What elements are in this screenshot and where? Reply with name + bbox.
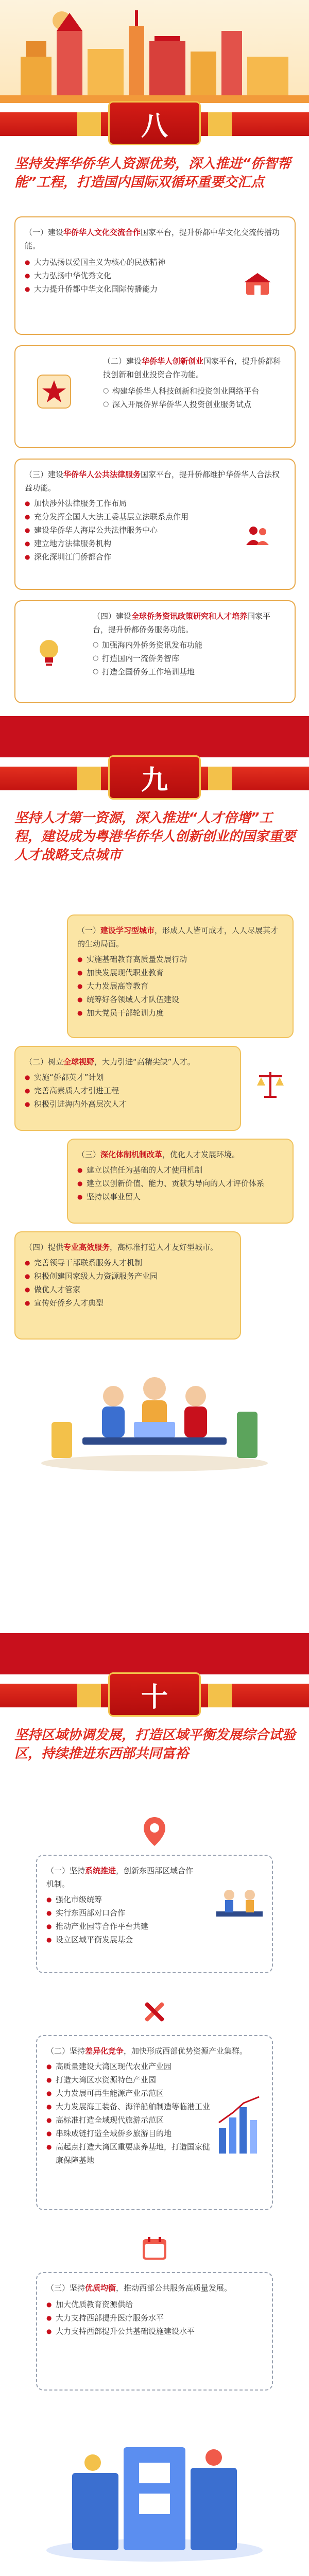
card-head-suffix: ，创新东西部区域合作机制。 [46, 1866, 194, 1889]
section-10-header [0, 1672, 309, 1717]
list-item: ● 高质量建设大湾区现代农业产业园 [46, 2060, 216, 2073]
card-keyword: 全球视野 [63, 1057, 95, 1066]
card-head-suffix: ，高标准打造人才友好型城市。 [110, 1243, 218, 1252]
list-item: ● 加快涉外法律服务工作布局 [25, 497, 236, 510]
section-10-number: 十 [141, 1681, 168, 1713]
people-icon [242, 520, 273, 551]
list-item: ● 大力支持西部提升医疗服务水平 [46, 2311, 263, 2325]
list-item: ● 大力弘扬以爱国主义为核心的民族精神 [25, 256, 285, 269]
list-item: ● 坚持以事业留人 [77, 1190, 283, 1204]
header-skyline-illustration [0, 0, 309, 103]
industry-chart-illustration [214, 2092, 270, 2159]
card-head-prefix: （一）建设 [25, 228, 64, 237]
section-8-header [0, 101, 309, 145]
section-9-card-1 [67, 914, 294, 1038]
tools-icon [139, 1996, 170, 2027]
list-item: ● 串珠成链打造全域侨乡旅游目的地 [46, 2127, 216, 2140]
card-head-prefix: （一） [77, 926, 101, 935]
card-keyword: 华侨华人公共法律服务 [63, 470, 141, 479]
list-item: ● 大力发展高等教育 [77, 979, 283, 993]
list-item: ○ 打造全国侨务工作培训基地 [93, 665, 285, 679]
list-item: ● 建设华侨华人海岸公共法律服务中心 [25, 523, 236, 537]
list-item: ● 深化深圳江门侨都合作 [25, 550, 236, 564]
card-head-suffix: ，优化人才发展环境。 [162, 1150, 240, 1159]
list-item: ● 强化市级统筹 [46, 1893, 263, 1906]
list-item: ● 大力提升侨都中华文化国际传播能力 [25, 282, 285, 296]
list-item: ● 积极创建国家级人力资源服务产业园 [25, 1269, 231, 1283]
card-head-suffix: 国家平台，提升侨都中华文化交流传播功能。 [25, 228, 280, 250]
card-keyword: 差异化竞争 [85, 2046, 124, 2056]
cooperation-illustration [211, 1875, 268, 1932]
card-keyword: 优质均衡 [85, 2283, 116, 2293]
public-service-illustration [41, 2411, 268, 2566]
card-head-suffix: 国家平台，提升侨都侨务服务功能。 [93, 612, 271, 634]
card-head-suffix: ，推动西部公共服务高质量发展。 [116, 2283, 232, 2293]
section-9-number: 九 [141, 764, 168, 796]
card-head-prefix: （四）建设 [93, 612, 132, 621]
card-head-suffix: 国家平台，提升侨都科技创新和创业投资合作功能。 [103, 357, 281, 379]
list-item: ● 实行东西部对口合作 [46, 1906, 263, 1920]
card-head-prefix: （四）提供 [25, 1243, 64, 1252]
calendar-icon [139, 2233, 170, 2264]
list-item: ○ 深入开展侨界华侨华人投资创业服务试点 [103, 398, 285, 411]
section-9-card-3 [67, 1139, 294, 1224]
card-keyword: 华侨华人创新创业 [142, 357, 204, 366]
section-9-title: 坚持人才第一资源，深入推进“人才倍增”工程，建设成为粤港华侨华人创新创业的国家重要人才战略支点城市 [14, 810, 296, 863]
card-keyword: 深化体制机制改革 [100, 1150, 163, 1159]
card-head-suffix: ，大力引进“高精尖缺”人才。 [94, 1057, 195, 1066]
list-item: ● 宣传好侨乡人才典型 [25, 1296, 231, 1310]
section-8-number: 八 [141, 110, 168, 142]
list-item: ● 高起点打造大湾区重要康养基地，打造国家健康保障基地 [46, 2140, 216, 2167]
list-item: ● 推动产业园等合作平台共建 [46, 1920, 263, 1933]
list-item: ● 加大党员干部轮训力度 [77, 1006, 283, 1020]
card-head-prefix: （三） [77, 1150, 101, 1159]
list-item: ● 加快发展现代职业教育 [77, 966, 283, 979]
list-item: ● 实施“侨都英才”计划 [25, 1071, 231, 1084]
card-head-prefix: （三）坚持 [46, 2283, 85, 2293]
card-head-prefix: （二）建设 [103, 357, 142, 366]
list-item: ● 完善领导干部联系服务人才机制 [25, 1256, 231, 1269]
list-item: ● 建立以信任为基础的人才使用机制 [77, 1163, 283, 1177]
card-head-prefix: （一）坚持 [46, 1866, 85, 1875]
list-item: ● 加大优质教育资源供给 [46, 2298, 263, 2311]
list-item: ● 积极引进海内外高层次人才 [25, 1097, 231, 1111]
section-8-title: 坚持发挥华侨华人资源优势，深入推进“侨智帮能”工程，打造国内国际双循环重要交汇点 [14, 156, 291, 190]
scale-icon [252, 1066, 288, 1103]
list-item: ● 实施基础教育高质量发展行动 [77, 953, 283, 966]
card-keyword: 系统推进 [85, 1866, 116, 1875]
team-meeting-illustration [31, 1360, 278, 1473]
list-item: ● 完善高素质人才引进工程 [25, 1084, 231, 1097]
list-item: ● 建立地方法律服务机构 [25, 537, 236, 550]
list-item: ○ 构建华侨华人科技创新和投资创业网络平台 [103, 384, 285, 398]
card-head-suffix: ，形成人人皆可成才，人人尽展其才的生动局面。 [77, 926, 279, 948]
section-9-header [0, 755, 309, 800]
card-keyword: 全球侨务资讯政策研究和人才培养 [131, 612, 248, 621]
location-pin-icon [139, 1816, 170, 1847]
section-10-card-3 [36, 2272, 273, 2391]
card-head-prefix: （二）坚持 [46, 2046, 85, 2056]
card-head-suffix: ，加快形成西部优势资源产业集群。 [124, 2046, 248, 2056]
list-item: ● 统筹好各领域人才队伍建设 [77, 993, 283, 1006]
temple-icon [242, 268, 273, 299]
lightbulb-icon [28, 631, 70, 672]
list-item: ● 充分发挥全国人大法工委基层立法联系点作用 [25, 510, 236, 523]
list-item: ● 大力发展可再生能源产业示范区 [46, 2087, 216, 2100]
card-head-prefix: （二）树立 [25, 1057, 64, 1066]
list-item: ● 大力弘扬中华优秀文化 [25, 269, 285, 282]
section-9-card-2 [14, 1046, 241, 1131]
list-item: ○ 打造国内一流侨务智库 [93, 652, 285, 665]
star-icon [31, 368, 77, 415]
card-keyword: 专业高效服务 [63, 1243, 110, 1252]
list-item: ● 大力支持西部提升公共基础设施建设水平 [46, 2325, 263, 2338]
list-item: ● 设立区域平衡发展基金 [46, 1933, 263, 1946]
card-head-prefix: （三）建设 [25, 470, 64, 479]
card-head-suffix: 国家平台，提升侨都维护华侨华人合法权益功能。 [25, 470, 280, 493]
list-item: ● 打造大湾区水资源特色产业园 [46, 2073, 216, 2087]
list-item: ● 大力发展海工装备、海洋船舶制造等临港工业 [46, 2100, 216, 2113]
list-item: ● 高标准打造全域现代旅游示范区 [46, 2113, 216, 2127]
card-keyword: 华侨华人文化交流合作 [63, 228, 141, 237]
list-item: ● 做优人才管家 [25, 1283, 231, 1296]
list-item: ● 建立以创新价值、能力、贡献为导向的人才评价体系 [77, 1177, 283, 1190]
section-10-title: 坚持区域协调发展，打造区域平衡发展综合试验区，持续推进东西部共同富裕 [14, 1727, 296, 1761]
list-item: ○ 加强海内外侨务资讯发布功能 [93, 638, 285, 652]
card-keyword: 建设学习型城市 [100, 926, 155, 935]
section-9-card-4 [14, 1231, 241, 1340]
